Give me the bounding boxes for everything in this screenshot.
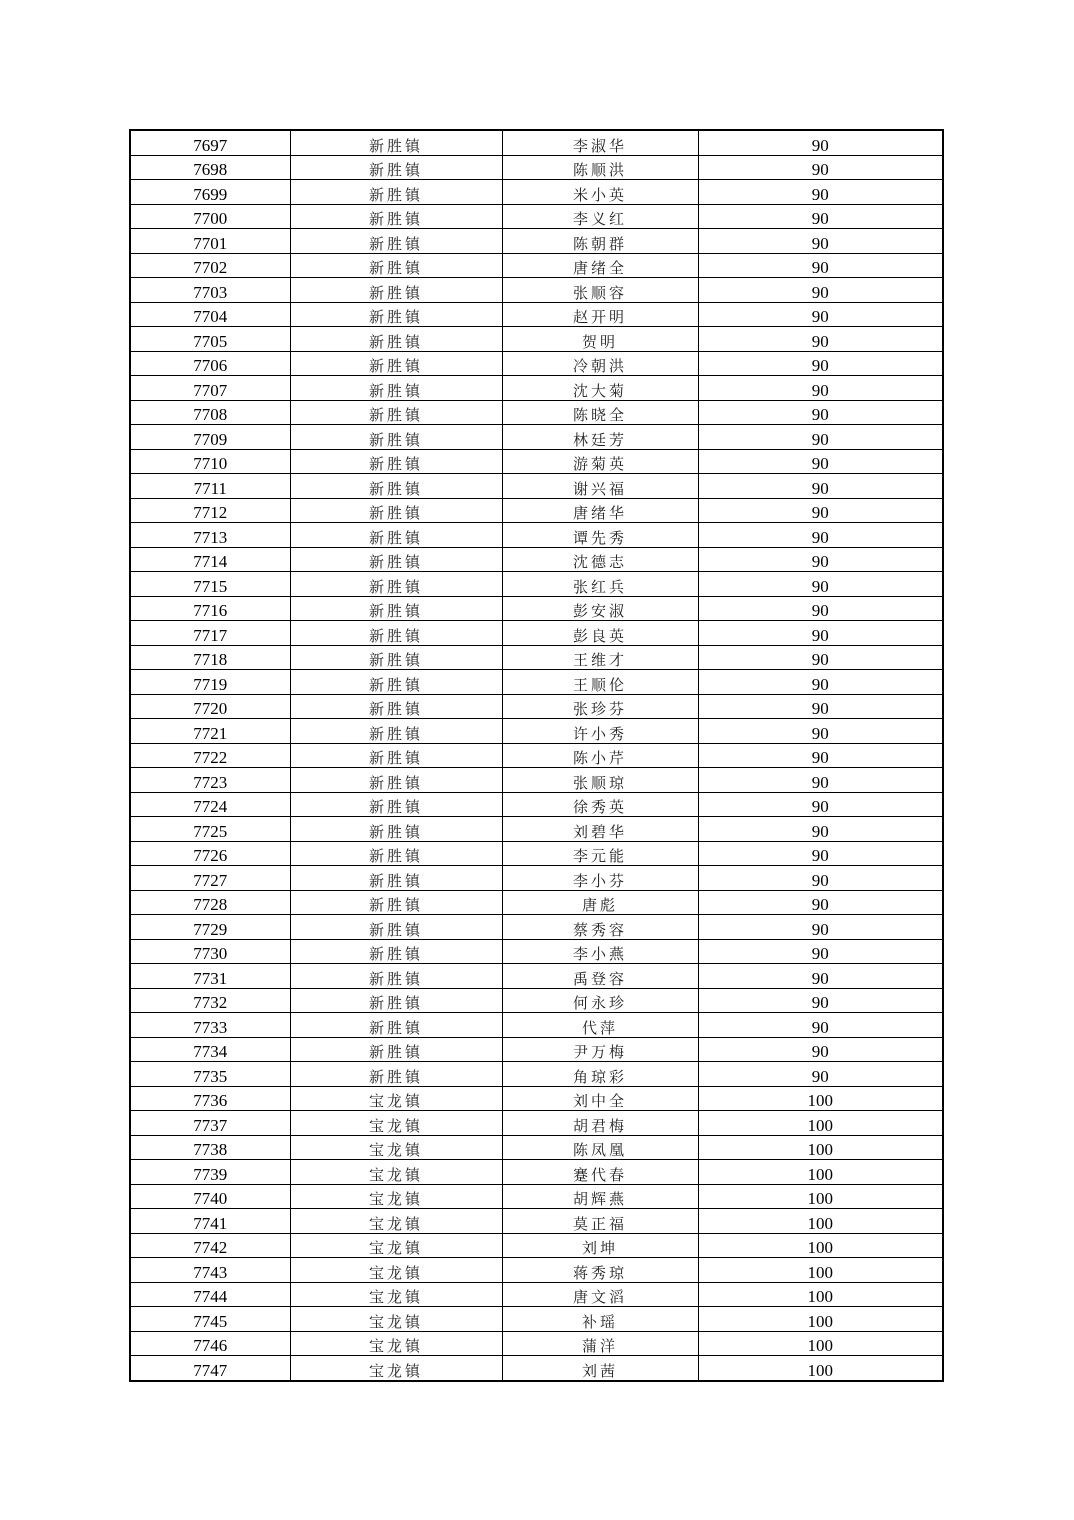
table-row <box>130 474 943 499</box>
table-row <box>130 964 943 989</box>
town-cell: 新胜镇 <box>290 498 502 523</box>
person-name-cell: 沈大菊 <box>502 376 698 401</box>
score-cell: 90 <box>698 474 943 499</box>
person-name-cell: 米小英 <box>502 180 698 205</box>
row-number-cell: 7743 <box>130 1258 290 1283</box>
row-number-cell: 7736 <box>130 1086 290 1111</box>
town-cell: 新胜镇 <box>290 964 502 989</box>
person-name-cell: 谢兴福 <box>502 474 698 499</box>
table-row <box>130 1111 943 1136</box>
town-cell: 新胜镇 <box>290 155 502 180</box>
table-row <box>130 449 943 474</box>
person-name-cell: 谭先秀 <box>502 523 698 548</box>
table-row <box>130 841 943 866</box>
row-number-cell: 7735 <box>130 1062 290 1087</box>
table-row <box>130 351 943 376</box>
person-name-cell: 彭安淑 <box>502 596 698 621</box>
person-name-cell: 李元能 <box>502 841 698 866</box>
town-cell: 新胜镇 <box>290 229 502 254</box>
person-name-cell: 刘茜 <box>502 1356 698 1381</box>
score-cell: 100 <box>698 1356 943 1381</box>
row-number-cell: 7708 <box>130 400 290 425</box>
row-number-cell: 7734 <box>130 1037 290 1062</box>
town-cell: 新胜镇 <box>290 841 502 866</box>
town-cell: 宝龙镇 <box>290 1160 502 1185</box>
town-cell: 新胜镇 <box>290 474 502 499</box>
person-name-cell: 张顺琼 <box>502 768 698 793</box>
score-cell: 90 <box>698 841 943 866</box>
row-number-cell: 7700 <box>130 204 290 229</box>
table-row <box>130 302 943 327</box>
table-row <box>130 915 943 940</box>
person-name-cell: 刘坤 <box>502 1233 698 1258</box>
table-row <box>130 1307 943 1332</box>
score-cell: 100 <box>698 1282 943 1307</box>
person-name-cell: 沈德志 <box>502 547 698 572</box>
town-cell: 新胜镇 <box>290 253 502 278</box>
table-row <box>130 645 943 670</box>
score-cell: 90 <box>698 523 943 548</box>
town-cell: 新胜镇 <box>290 278 502 303</box>
person-name-cell: 张珍芬 <box>502 694 698 719</box>
table-row <box>130 1184 943 1209</box>
town-cell: 新胜镇 <box>290 376 502 401</box>
table-row <box>130 376 943 401</box>
table-row <box>130 278 943 303</box>
row-number-cell: 7717 <box>130 621 290 646</box>
table-row <box>130 866 943 891</box>
row-number-cell: 7745 <box>130 1307 290 1332</box>
row-number-cell: 7733 <box>130 1013 290 1038</box>
town-cell: 宝龙镇 <box>290 1184 502 1209</box>
row-number-cell: 7715 <box>130 572 290 597</box>
table-row <box>130 253 943 278</box>
table-row <box>130 939 943 964</box>
table-row <box>130 1356 943 1381</box>
town-cell: 新胜镇 <box>290 523 502 548</box>
row-number-cell: 7746 <box>130 1331 290 1356</box>
table-row <box>130 1233 943 1258</box>
row-number-cell: 7718 <box>130 645 290 670</box>
score-cell: 90 <box>698 547 943 572</box>
score-cell: 90 <box>698 1037 943 1062</box>
row-number-cell: 7725 <box>130 817 290 842</box>
row-number-cell: 7730 <box>130 939 290 964</box>
row-number-cell: 7699 <box>130 180 290 205</box>
person-name-cell: 胡辉燕 <box>502 1184 698 1209</box>
person-name-cell: 王维才 <box>502 645 698 670</box>
town-cell: 宝龙镇 <box>290 1258 502 1283</box>
row-number-cell: 7740 <box>130 1184 290 1209</box>
score-cell: 90 <box>698 939 943 964</box>
score-cell: 100 <box>698 1135 943 1160</box>
town-cell: 新胜镇 <box>290 866 502 891</box>
town-cell: 新胜镇 <box>290 670 502 695</box>
person-name-cell: 陈小芹 <box>502 743 698 768</box>
score-cell: 90 <box>698 964 943 989</box>
score-cell: 90 <box>698 253 943 278</box>
row-number-cell: 7703 <box>130 278 290 303</box>
town-cell: 宝龙镇 <box>290 1111 502 1136</box>
town-cell: 宝龙镇 <box>290 1307 502 1332</box>
town-cell: 宝龙镇 <box>290 1331 502 1356</box>
town-cell: 新胜镇 <box>290 719 502 744</box>
table-row <box>130 817 943 842</box>
table-row <box>130 547 943 572</box>
row-number-cell: 7739 <box>130 1160 290 1185</box>
town-cell: 新胜镇 <box>290 1013 502 1038</box>
town-cell: 新胜镇 <box>290 792 502 817</box>
person-name-cell: 唐绪全 <box>502 253 698 278</box>
score-cell: 90 <box>698 768 943 793</box>
row-number-cell: 7724 <box>130 792 290 817</box>
row-number-cell: 7707 <box>130 376 290 401</box>
table-body <box>130 130 943 1381</box>
person-name-cell: 许小秀 <box>502 719 698 744</box>
row-number-cell: 7727 <box>130 866 290 891</box>
town-cell: 宝龙镇 <box>290 1282 502 1307</box>
person-name-cell: 陈朝群 <box>502 229 698 254</box>
table-row <box>130 988 943 1013</box>
table-row <box>130 768 943 793</box>
town-cell: 新胜镇 <box>290 130 502 155</box>
person-name-cell: 唐绪华 <box>502 498 698 523</box>
town-cell: 新胜镇 <box>290 204 502 229</box>
person-name-cell: 唐文滔 <box>502 1282 698 1307</box>
score-cell: 90 <box>698 278 943 303</box>
table-row <box>130 743 943 768</box>
town-cell: 宝龙镇 <box>290 1086 502 1111</box>
row-number-cell: 7720 <box>130 694 290 719</box>
town-cell: 新胜镇 <box>290 449 502 474</box>
score-cell: 90 <box>698 719 943 744</box>
row-number-cell: 7704 <box>130 302 290 327</box>
town-cell: 新胜镇 <box>290 915 502 940</box>
score-cell: 90 <box>698 792 943 817</box>
town-cell: 新胜镇 <box>290 1062 502 1087</box>
score-cell: 100 <box>698 1209 943 1234</box>
score-cell: 100 <box>698 1160 943 1185</box>
town-cell: 新胜镇 <box>290 817 502 842</box>
town-cell: 新胜镇 <box>290 400 502 425</box>
table-row <box>130 229 943 254</box>
row-number-cell: 7741 <box>130 1209 290 1234</box>
score-cell: 90 <box>698 596 943 621</box>
score-cell: 100 <box>698 1233 943 1258</box>
row-number-cell: 7747 <box>130 1356 290 1381</box>
row-number-cell: 7716 <box>130 596 290 621</box>
person-name-cell: 刘中全 <box>502 1086 698 1111</box>
table-row <box>130 204 943 229</box>
row-number-cell: 7738 <box>130 1135 290 1160</box>
table-row <box>130 180 943 205</box>
table-row <box>130 130 943 155</box>
table-row <box>130 621 943 646</box>
person-name-cell: 张顺容 <box>502 278 698 303</box>
table-row <box>130 1062 943 1087</box>
score-cell: 100 <box>698 1307 943 1332</box>
table-row <box>130 1282 943 1307</box>
score-cell: 90 <box>698 302 943 327</box>
table-row <box>130 1086 943 1111</box>
table-row <box>130 1331 943 1356</box>
person-name-cell: 蒋秀琼 <box>502 1258 698 1283</box>
score-cell: 90 <box>698 866 943 891</box>
row-number-cell: 7723 <box>130 768 290 793</box>
row-number-cell: 7726 <box>130 841 290 866</box>
row-number-cell: 7712 <box>130 498 290 523</box>
person-name-cell: 张红兵 <box>502 572 698 597</box>
town-cell: 宝龙镇 <box>290 1233 502 1258</box>
table-row <box>130 327 943 352</box>
row-number-cell: 7732 <box>130 988 290 1013</box>
town-cell: 新胜镇 <box>290 939 502 964</box>
table-row <box>130 890 943 915</box>
person-name-cell: 尹万梅 <box>502 1037 698 1062</box>
table-row <box>130 1258 943 1283</box>
town-cell: 新胜镇 <box>290 572 502 597</box>
score-cell: 90 <box>698 988 943 1013</box>
person-name-cell: 陈凤凰 <box>502 1135 698 1160</box>
town-cell: 新胜镇 <box>290 425 502 450</box>
table-row <box>130 155 943 180</box>
score-cell: 90 <box>698 130 943 155</box>
person-name-cell: 李义红 <box>502 204 698 229</box>
score-cell: 100 <box>698 1331 943 1356</box>
row-number-cell: 7744 <box>130 1282 290 1307</box>
score-cell: 90 <box>698 645 943 670</box>
person-name-cell: 王顺伦 <box>502 670 698 695</box>
table-row <box>130 670 943 695</box>
score-cell: 100 <box>698 1086 943 1111</box>
row-number-cell: 7705 <box>130 327 290 352</box>
person-name-cell: 何永珍 <box>502 988 698 1013</box>
town-cell: 新胜镇 <box>290 645 502 670</box>
row-number-cell: 7722 <box>130 743 290 768</box>
score-cell: 90 <box>698 1013 943 1038</box>
score-cell: 90 <box>698 327 943 352</box>
table-row <box>130 425 943 450</box>
town-cell: 新胜镇 <box>290 768 502 793</box>
score-cell: 90 <box>698 155 943 180</box>
table-row <box>130 596 943 621</box>
row-number-cell: 7728 <box>130 890 290 915</box>
person-name-cell: 唐彪 <box>502 890 698 915</box>
table-row <box>130 1013 943 1038</box>
person-name-cell: 蒲洋 <box>502 1331 698 1356</box>
town-cell: 新胜镇 <box>290 890 502 915</box>
town-cell: 新胜镇 <box>290 547 502 572</box>
town-cell: 新胜镇 <box>290 694 502 719</box>
row-number-cell: 7713 <box>130 523 290 548</box>
table-row <box>130 719 943 744</box>
person-name-cell: 李小燕 <box>502 939 698 964</box>
town-cell: 新胜镇 <box>290 327 502 352</box>
person-name-cell: 刘碧华 <box>502 817 698 842</box>
score-cell: 90 <box>698 204 943 229</box>
row-number-cell: 7710 <box>130 449 290 474</box>
person-name-cell: 禹登容 <box>502 964 698 989</box>
person-name-cell: 胡君梅 <box>502 1111 698 1136</box>
person-name-cell: 彭良英 <box>502 621 698 646</box>
table-row <box>130 1209 943 1234</box>
person-name-cell: 代萍 <box>502 1013 698 1038</box>
person-name-cell: 贺明 <box>502 327 698 352</box>
score-cell: 90 <box>698 351 943 376</box>
town-cell: 宝龙镇 <box>290 1356 502 1381</box>
table-row <box>130 400 943 425</box>
town-cell: 新胜镇 <box>290 180 502 205</box>
town-cell: 新胜镇 <box>290 621 502 646</box>
person-name-cell: 陈顺洪 <box>502 155 698 180</box>
score-cell: 90 <box>698 400 943 425</box>
score-cell: 90 <box>698 743 943 768</box>
person-name-cell: 莫正福 <box>502 1209 698 1234</box>
score-cell: 90 <box>698 425 943 450</box>
town-cell: 新胜镇 <box>290 1037 502 1062</box>
row-number-cell: 7737 <box>130 1111 290 1136</box>
score-cell: 100 <box>698 1184 943 1209</box>
score-cell: 90 <box>698 376 943 401</box>
row-number-cell: 7709 <box>130 425 290 450</box>
row-number-cell: 7721 <box>130 719 290 744</box>
row-number-cell: 7711 <box>130 474 290 499</box>
data-table <box>129 129 944 1382</box>
row-number-cell: 7706 <box>130 351 290 376</box>
table-row <box>130 1135 943 1160</box>
person-name-cell: 徐秀英 <box>502 792 698 817</box>
person-name-cell: 李小芬 <box>502 866 698 891</box>
table-row <box>130 498 943 523</box>
person-name-cell: 林廷芳 <box>502 425 698 450</box>
table-row <box>130 1037 943 1062</box>
score-cell: 100 <box>698 1258 943 1283</box>
row-number-cell: 7701 <box>130 229 290 254</box>
person-name-cell: 蹇代春 <box>502 1160 698 1185</box>
town-cell: 宝龙镇 <box>290 1209 502 1234</box>
score-cell: 90 <box>698 621 943 646</box>
score-cell: 90 <box>698 817 943 842</box>
row-number-cell: 7731 <box>130 964 290 989</box>
table-row <box>130 792 943 817</box>
row-number-cell: 7719 <box>130 670 290 695</box>
person-name-cell: 补瑶 <box>502 1307 698 1332</box>
person-name-cell: 角琼彩 <box>502 1062 698 1087</box>
row-number-cell: 7714 <box>130 547 290 572</box>
town-cell: 新胜镇 <box>290 596 502 621</box>
score-cell: 90 <box>698 572 943 597</box>
person-name-cell: 游菊英 <box>502 449 698 474</box>
row-number-cell: 7697 <box>130 130 290 155</box>
score-cell: 90 <box>698 1062 943 1087</box>
town-cell: 新胜镇 <box>290 351 502 376</box>
person-name-cell: 陈晓全 <box>502 400 698 425</box>
person-name-cell: 蔡秀容 <box>502 915 698 940</box>
score-cell: 90 <box>698 694 943 719</box>
town-cell: 新胜镇 <box>290 988 502 1013</box>
town-cell: 宝龙镇 <box>290 1135 502 1160</box>
person-name-cell: 李淑华 <box>502 130 698 155</box>
table-row <box>130 523 943 548</box>
town-cell: 新胜镇 <box>290 302 502 327</box>
row-number-cell: 7742 <box>130 1233 290 1258</box>
table-row <box>130 572 943 597</box>
person-name-cell: 冷朝洪 <box>502 351 698 376</box>
row-number-cell: 7702 <box>130 253 290 278</box>
score-cell: 90 <box>698 915 943 940</box>
town-cell: 新胜镇 <box>290 743 502 768</box>
table-row <box>130 694 943 719</box>
score-cell: 90 <box>698 229 943 254</box>
score-cell: 90 <box>698 890 943 915</box>
table-row <box>130 1160 943 1185</box>
row-number-cell: 7698 <box>130 155 290 180</box>
row-number-cell: 7729 <box>130 915 290 940</box>
score-cell: 90 <box>698 449 943 474</box>
score-cell: 90 <box>698 498 943 523</box>
score-cell: 90 <box>698 670 943 695</box>
score-cell: 90 <box>698 180 943 205</box>
person-name-cell: 赵开明 <box>502 302 698 327</box>
score-cell: 100 <box>698 1111 943 1136</box>
